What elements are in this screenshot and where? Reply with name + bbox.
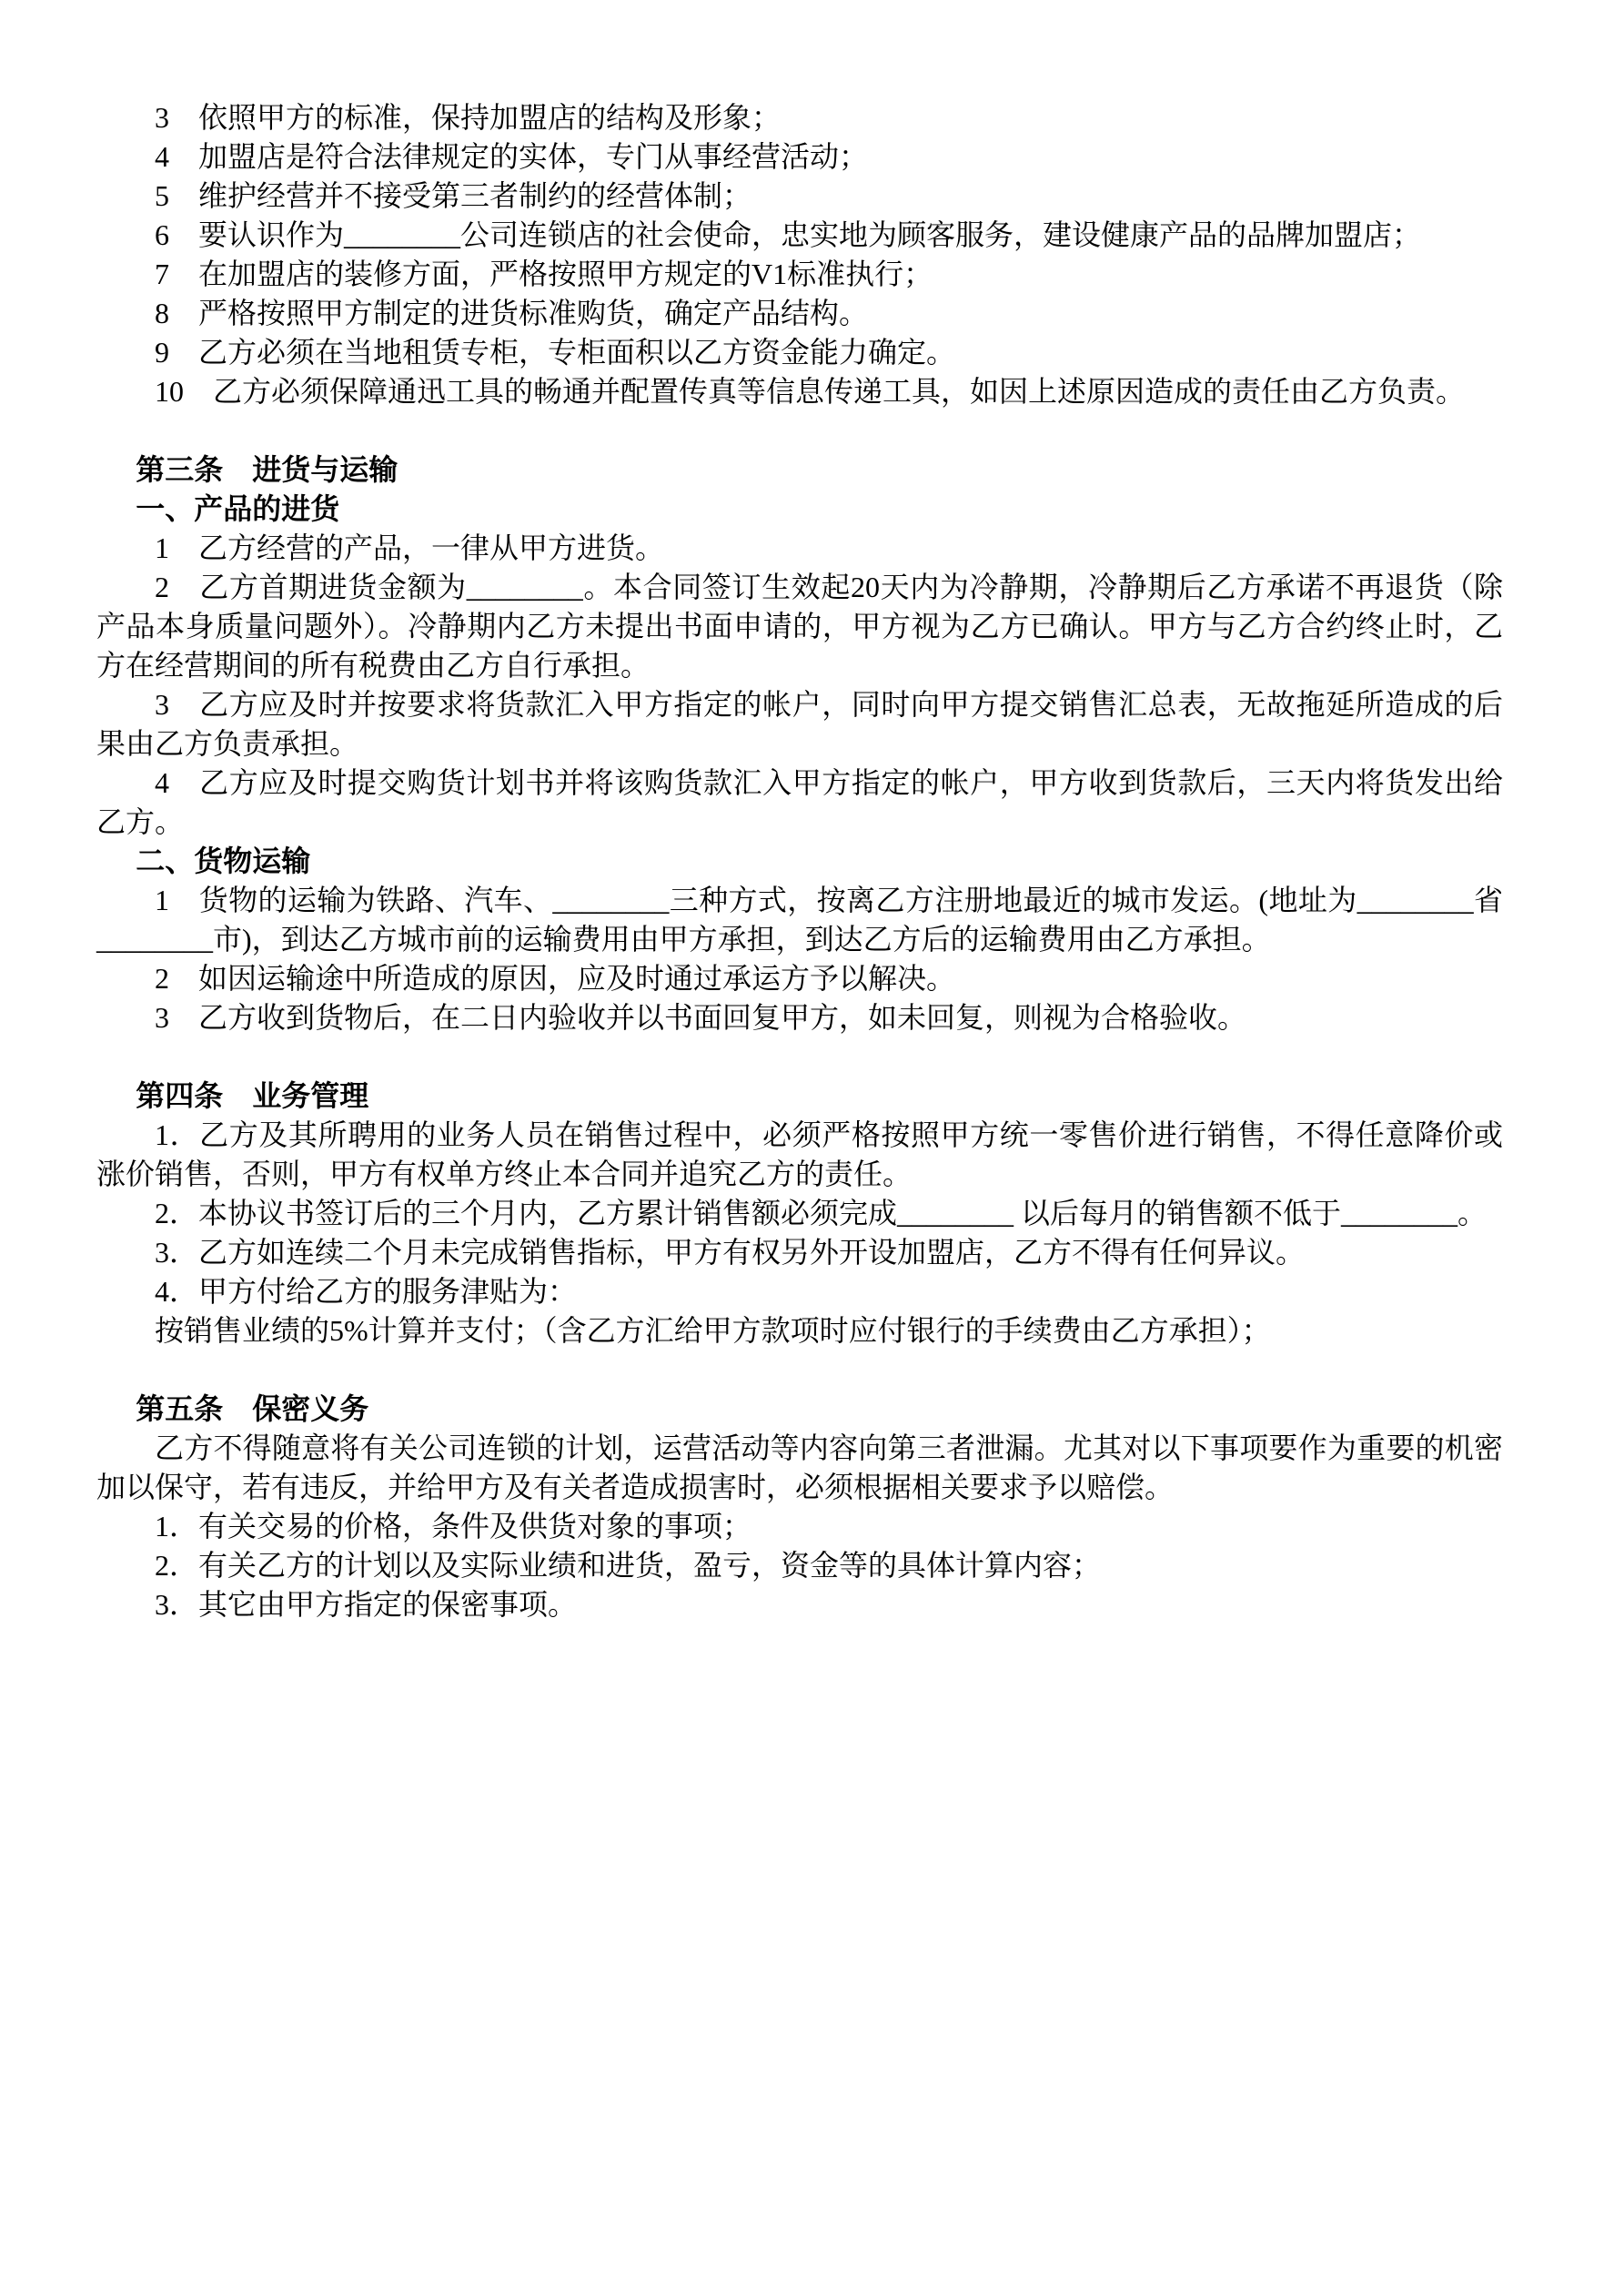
clause-item: 2．本协议书签订后的三个月内，乙方累计销售额必须完成________ 以后每月的销售额不低于________。 [155, 1197, 1488, 1229]
clause-item: 7 在加盟店的装修方面，严格按照甲方规定的V1标准执行； [155, 258, 933, 290]
clause-item: 3．乙方如连续二个月未完成销售指标，甲方有权另外开设加盟店，乙方不得有任何异议。 [155, 1236, 1306, 1269]
section-heading: 第五条 保密义务 [136, 1392, 369, 1425]
clause-item: 1．乙方及其所聘用的业务人员在销售过程中，必须严格按照甲方统一零售价进行销售，不得任意降价或涨价销售，否则，甲方有权单方终止本合同并追究乙方的责任。 [96, 1118, 1503, 1190]
clause-item: 4 加盟店是符合法律规定的实体，专门从事经营活动； [155, 140, 869, 173]
section-heading: 第四条 业务管理 [136, 1079, 369, 1112]
clause-item: 6 要认识作为________公司连锁店的社会使命，忠实地为顾客服务，建设健康产品的品牌加盟店； [155, 218, 1422, 251]
clause-item: 3 依照甲方的标准，保持加盟店的结构及形象； [155, 101, 782, 134]
clause-item: 2 乙方首期进货金额为________。本合同签订生效起20天内为冷静期，冷静期后乙方承诺不再退货（除产品本身质量问题外）。冷静期内乙方未提出书面申请的，甲方视为乙方已确认。甲方与乙方合约终止时，乙方在经营期间的所有税费由乙方自行承担。 [96, 571, 1503, 682]
sub-section-heading: 二、货物运输 [136, 845, 311, 877]
clause-item: 4 乙方应及时提交购货计划书并将该购货款汇入甲方指定的帐户，甲方收到货款后，三天内将货发出给乙方。 [96, 766, 1503, 838]
clause-item: 1 货物的运输为铁路、汽车、________三种方式，按离乙方注册地最近的城市发运。(地址为________省________市)，到达乙方城市前的运输费用由甲方承担，到达乙方后的运输费用由乙方承担。 [96, 884, 1503, 956]
paragraph: 乙方不得随意将有关公司连锁的计划，运营活动等内容向第三者泄漏。尤其对以下事项要作为重要的机密加以保守，若有违反，并给甲方及有关者造成损害时，必须根据相关要求予以赔偿。 [96, 1431, 1503, 1503]
clause-item: 1．有关交易的价格，条件及供货对象的事项； [155, 1510, 752, 1542]
paragraph: 按销售业绩的5%计算并支付；（含乙方汇给甲方款项时应付银行的手续费由乙方承担）； [155, 1314, 1271, 1347]
clause-item: 5 维护经营并不接受第三者制约的经营体制； [155, 179, 752, 212]
clause-item: 2 如因运输途中所造成的原因，应及时通过承运方予以解决。 [155, 962, 956, 995]
clause-item: 10 乙方必须保障通迅工具的畅通并配置传真等信息传递工具，如因上述原因造成的责任由乙方负责。 [155, 375, 1466, 408]
sub-section-heading: 一、产品的进货 [136, 492, 340, 525]
clause-item: 9 乙方必须在当地租赁专柜，专柜面积以乙方资金能力确定。 [155, 336, 956, 369]
clause-item: 3 乙方收到货物后，在二日内验收并以书面回复甲方，如未回复，则视为合格验收。 [155, 1001, 1247, 1034]
clause-item: 4．甲方付给乙方的服务津贴为： [155, 1275, 578, 1308]
clause-item: 3 乙方应及时并按要求将货款汇入甲方指定的帐户，同时向甲方提交销售汇总表，无故拖延所造成的后果由乙方负责承担。 [96, 688, 1503, 760]
clause-item: 1 乙方经营的产品，一律从甲方进货。 [155, 531, 665, 564]
clause-item: 3．其它由甲方指定的保密事项。 [155, 1588, 578, 1621]
section-heading: 第三条 进货与运输 [136, 453, 398, 486]
clause-item: 2．有关乙方的计划以及实际业绩和进货，盈亏，资金等的具体计算内容； [155, 1549, 1102, 1582]
clause-item: 8 严格按照甲方制定的进货标准购货，确定产品结构。 [155, 297, 869, 329]
